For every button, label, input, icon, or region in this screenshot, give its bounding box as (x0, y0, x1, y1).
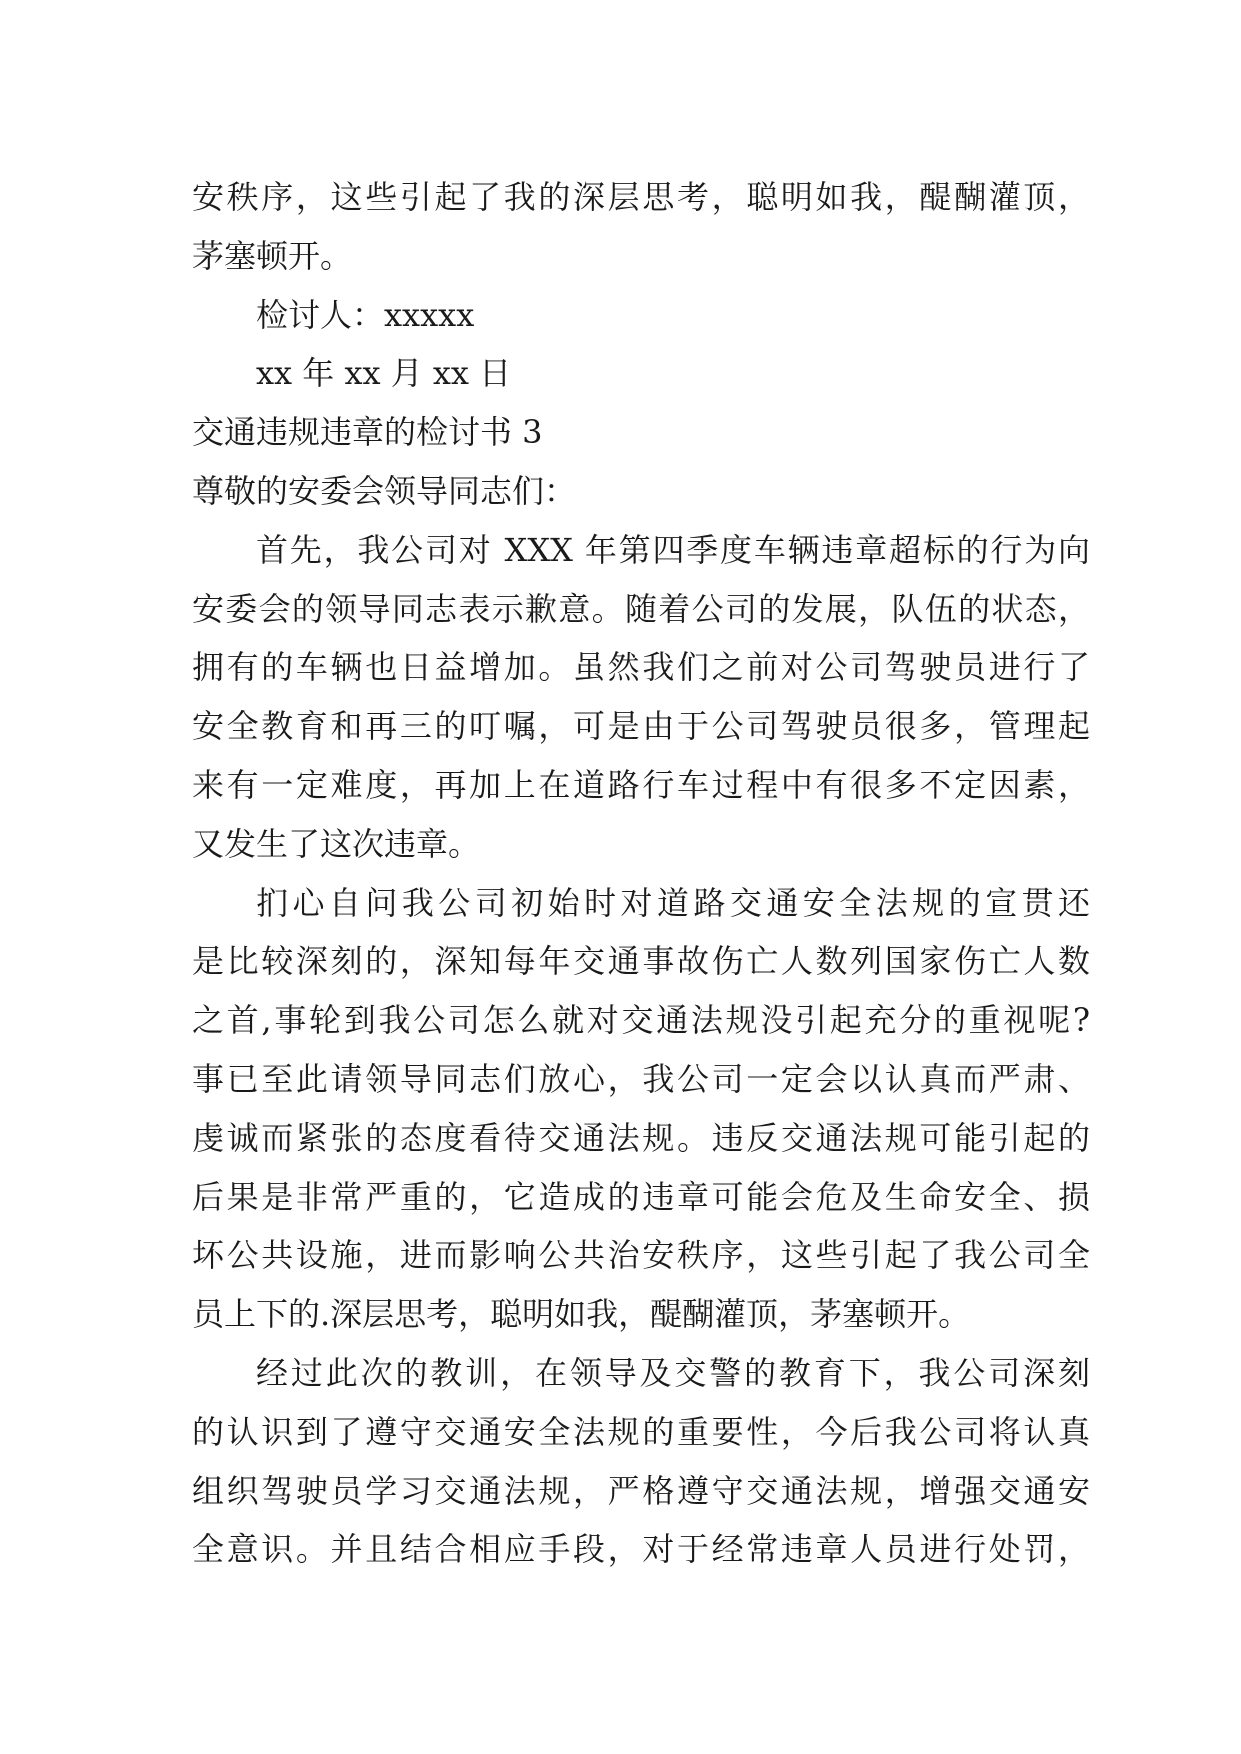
salutation: 尊敬的安委会领导同志们： (192, 471, 577, 510)
text-line: 员上下的.深层思考，聪明如我，醍醐灌顶，茅塞顿开。 (192, 1295, 971, 1334)
text-line: 来有一定难度，再加上在道路行车过程中有很多不定因素， (192, 765, 1090, 804)
text-line: 安秩序，这些引起了我的深层思考，聪明如我，醍醐灌顶， (192, 178, 1090, 216)
text-line: 又发生了这次违章。 (192, 824, 481, 863)
document-page (192, 168, 1090, 1579)
text-line: 后果是非常严重的，它造成的违章可能会危及生命安全、损 (192, 1177, 1090, 1216)
text-line: 虔诚而紧张的态度看待交通法规。违反交通法规可能引起的 (192, 1118, 1090, 1157)
text-line: 组织驾驶员学习交通法规，严格遵守交通法规，增强交通安 (192, 1471, 1090, 1510)
text-line: 事已至此请领导同志们放心，我公司一定会以认真而严肃、 (192, 1059, 1090, 1098)
text-line: 坏公共设施，进而影响公共治安秩序，这些引起了我公司全 (192, 1236, 1090, 1275)
paragraph (192, 1344, 1090, 1579)
date: xx 年 xx 月 xx 日 (256, 354, 512, 393)
paragraph (192, 521, 1090, 874)
text-line: 的认识到了遵守交通安全法规的重要性，今后我公司将认真 (192, 1412, 1090, 1451)
text-line: 首先，我公司对 XXX 年第四季度车辆违章超标的行为向 (256, 530, 1090, 569)
text-line: 全意识。并且结合相应手段，对于经常违章人员进行处罚， (192, 1530, 1090, 1569)
text-line: 拥有的车辆也日益增加。虽然我们之前对公司驾驶员进行了 (192, 648, 1090, 687)
text-line: 之首,事轮到我公司怎么就对交通法规没引起充分的重视呢? (192, 1001, 1090, 1040)
text-line: 是比较深刻的，深知每年交通事故伤亡人数列国家伤亡人数 (192, 942, 1090, 981)
paragraph (192, 874, 1090, 1344)
section-title: 交通违规违章的检讨书 3 (192, 413, 543, 452)
text-line: 安全教育和再三的叮嘱，可是由于公司驾驶员很多，管理起 (192, 707, 1090, 746)
signature: 检讨人：xxxxx (256, 295, 475, 334)
text-line: 经过此次的教训，在领导及交警的教育下，我公司深刻 (256, 1353, 1090, 1392)
text-line: 茅塞顿开。 (192, 236, 353, 275)
text-line: 安委会的领导同志表示歉意。随着公司的发展，队伍的状态， (192, 589, 1090, 628)
text-line: 扪心自问我公司初始时对道路交通安全法规的宣贯还 (256, 883, 1090, 922)
body-paragraphs (192, 521, 1090, 1579)
